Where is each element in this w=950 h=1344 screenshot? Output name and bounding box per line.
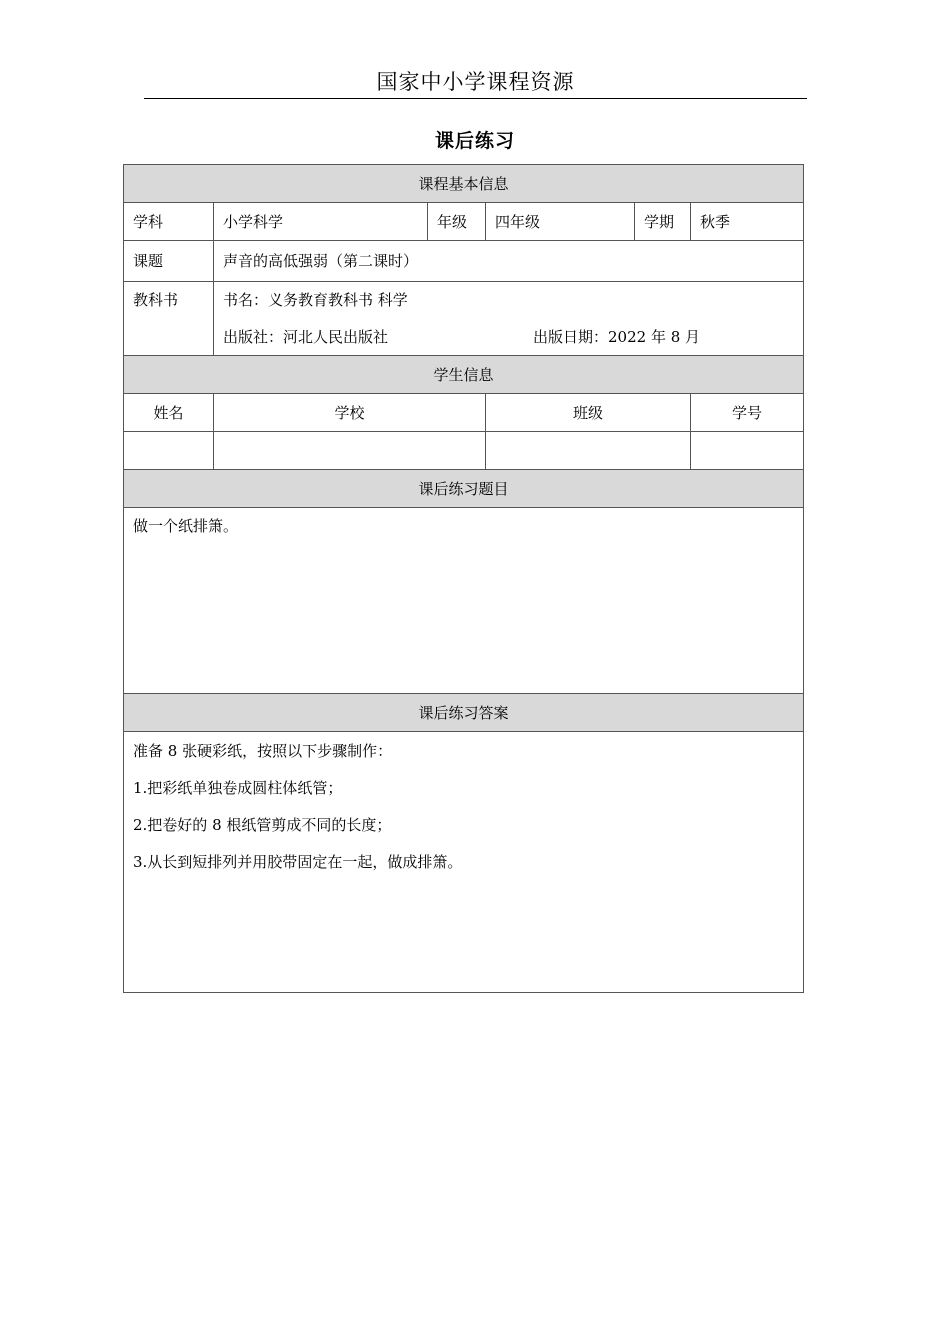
school-input[interactable] <box>214 432 486 470</box>
publisher: 出版社：河北人民出版社 <box>223 328 389 346</box>
answer-line: 2.把卷好的 8 根纸管剪成不同的长度； <box>133 816 392 834</box>
grade-value: 四年级 <box>486 203 635 241</box>
textbook-info <box>214 282 804 356</box>
answer-line: 3.从长到短排列并用胶带固定在一起，做成排箫。 <box>133 853 463 871</box>
school-label: 学校 <box>214 394 486 432</box>
publish-date: 出版日期：2022 年 8 月 <box>533 328 701 346</box>
subject-label: 学科 <box>124 203 214 241</box>
name-input[interactable] <box>124 432 214 470</box>
student-info-header: 学生信息 <box>124 356 804 394</box>
topic-value: 声音的高低强弱（第二课时） <box>214 241 804 282</box>
grade-label: 年级 <box>428 203 486 241</box>
class-label: 班级 <box>486 394 691 432</box>
name-label: 姓名 <box>124 394 214 432</box>
page-title: 课后练习 <box>434 130 515 152</box>
class-input[interactable] <box>486 432 691 470</box>
answer-line: 准备 8 张硬彩纸，按照以下步骤制作： <box>133 742 393 760</box>
page-header: 国家中小学课程资源 <box>144 66 807 99</box>
topic-label: 课题 <box>124 241 214 282</box>
answer-content <box>124 732 804 993</box>
course-info-header: 课程基本信息 <box>124 165 804 203</box>
textbook-label: 教科书 <box>124 282 214 356</box>
exercise-header: 课后练习题目 <box>124 470 804 508</box>
student-id-input[interactable] <box>691 432 804 470</box>
exercise-content: 做一个纸排箫。 <box>124 508 804 694</box>
subject-value: 小学科学 <box>214 203 428 241</box>
term-label: 学期 <box>635 203 691 241</box>
answer-header: 课后练习答案 <box>124 694 804 732</box>
student-id-label: 学号 <box>691 394 804 432</box>
answer-line: 1.把彩纸单独卷成圆柱体纸管； <box>133 779 343 797</box>
exercise-table <box>123 164 804 993</box>
term-value: 秋季 <box>691 203 804 241</box>
book-name: 书名：义务教育教科书 科学 <box>223 291 408 309</box>
